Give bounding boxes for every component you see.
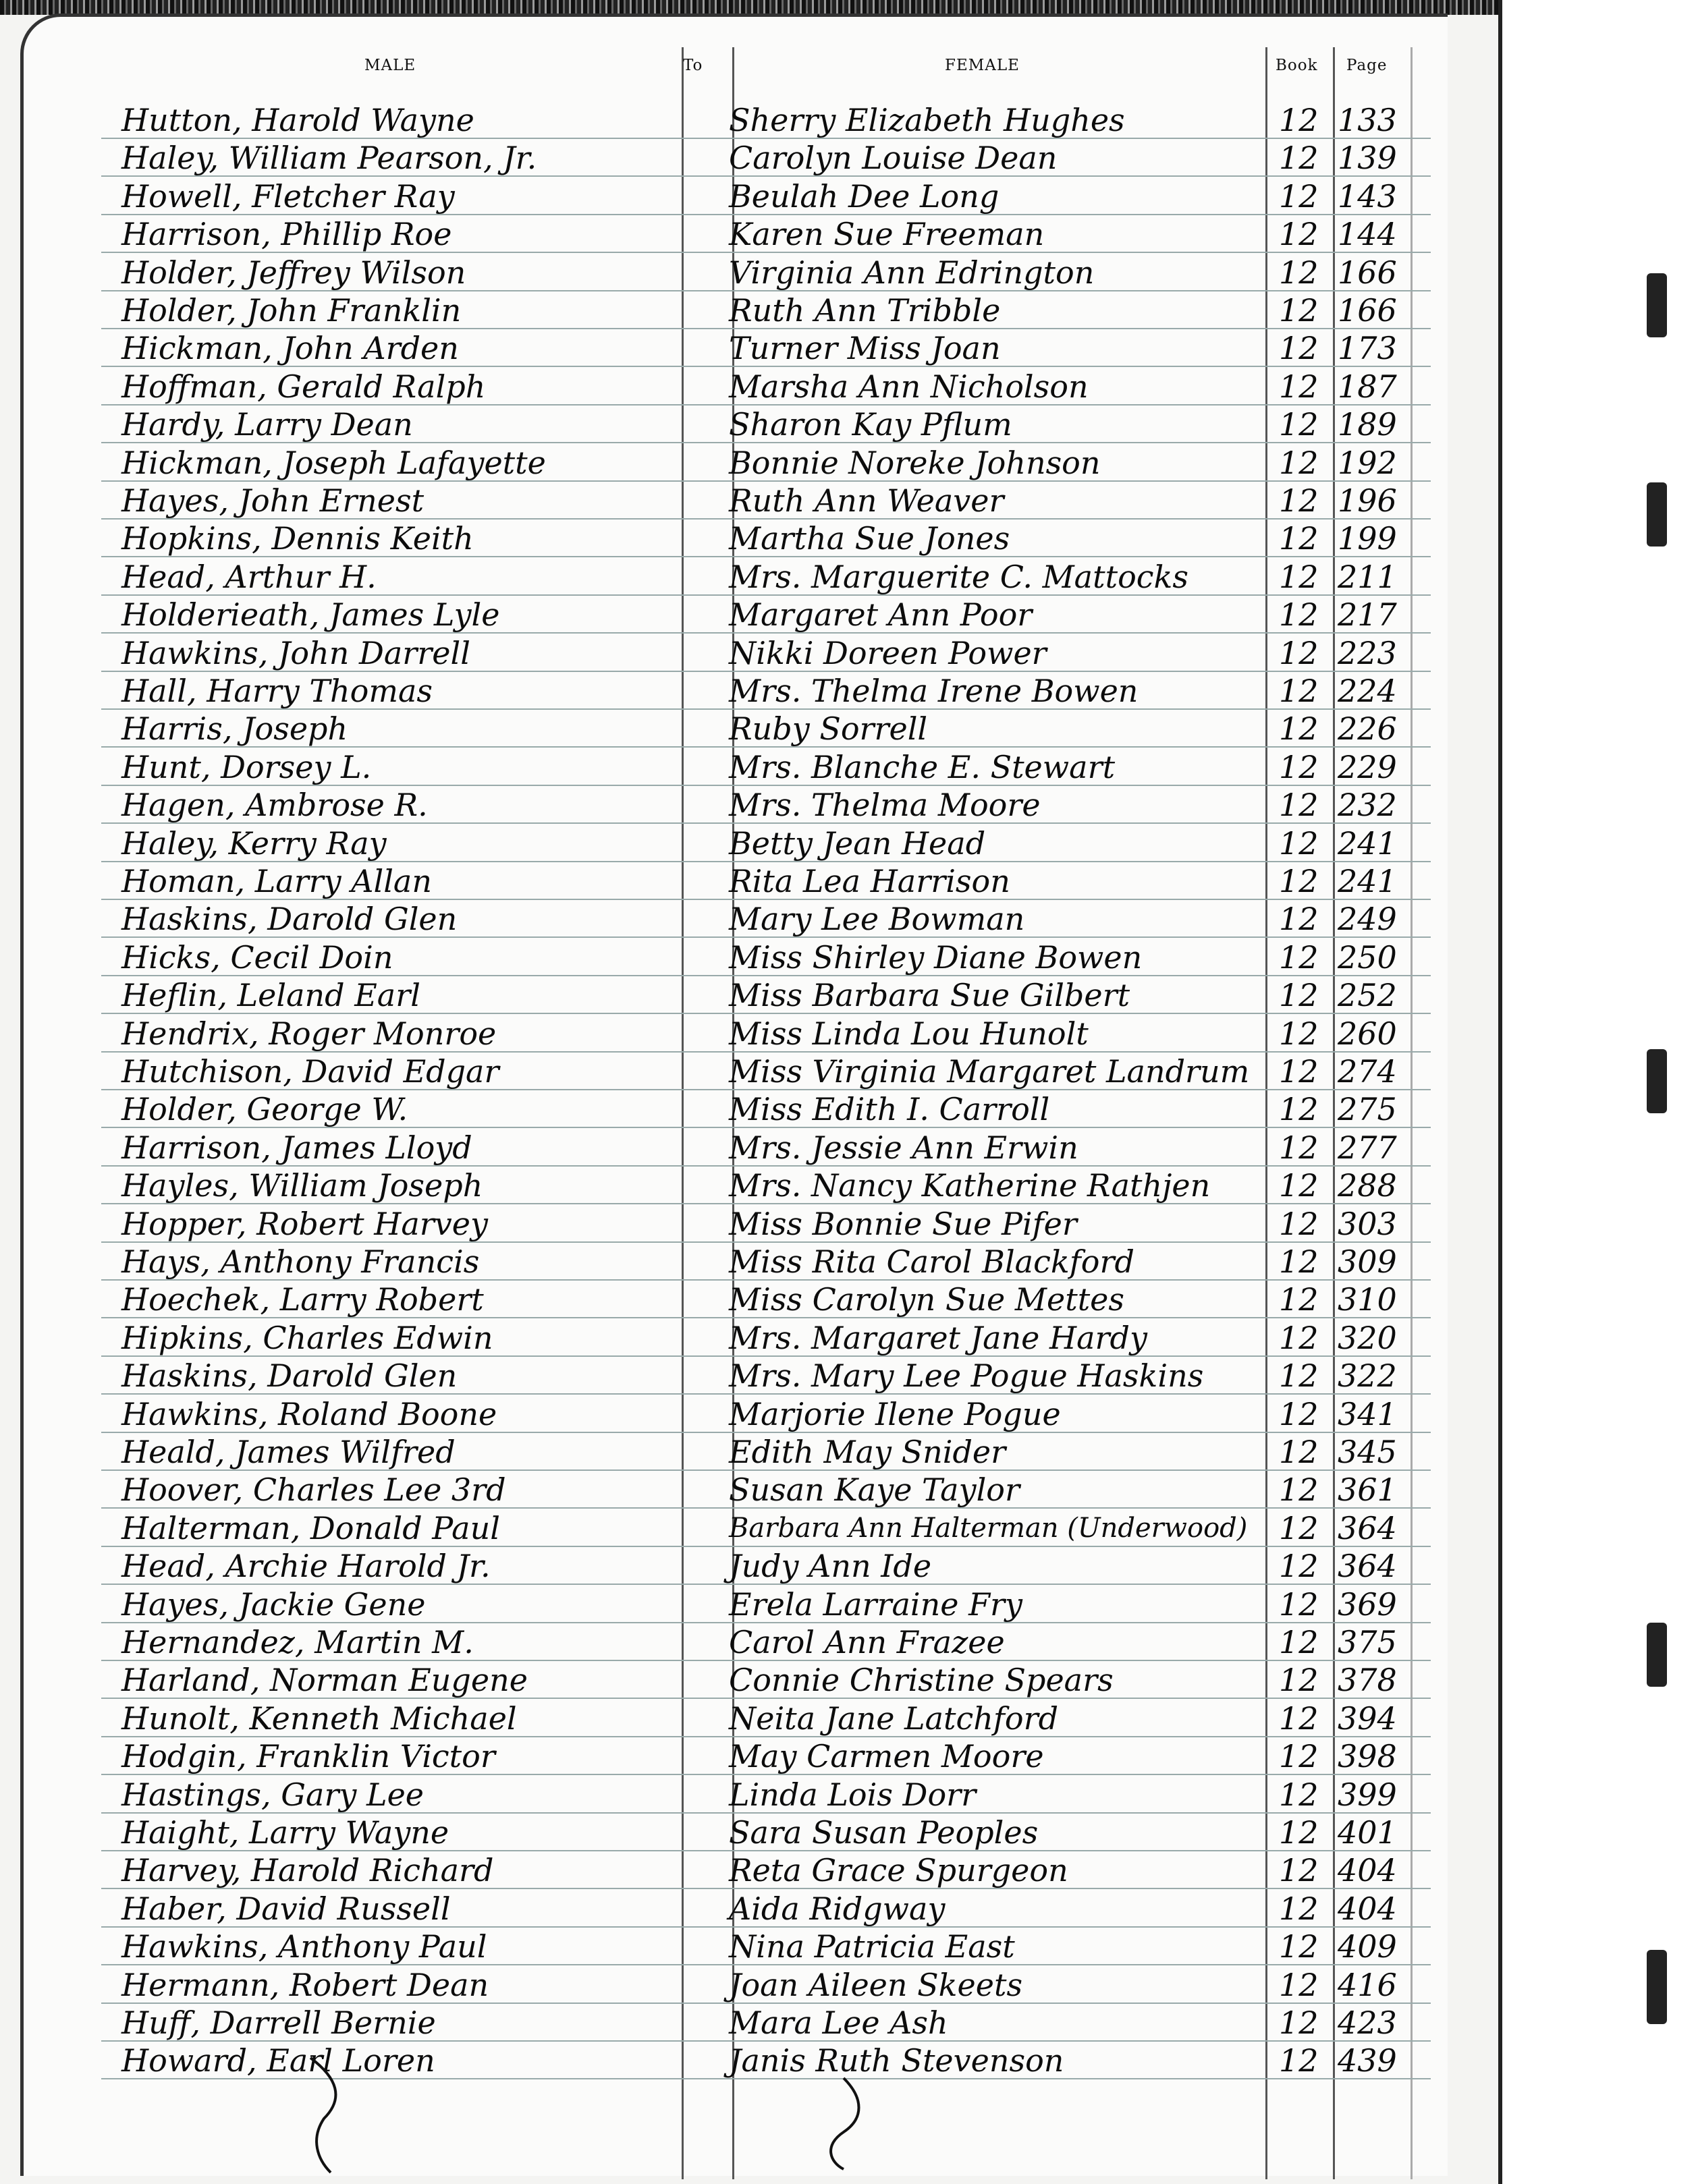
ditto-mark xyxy=(310,2058,335,2173)
book-number: 12 xyxy=(1279,102,1319,138)
female-name: Miss Edith I. Carroll xyxy=(729,1091,1050,1128)
book-number: 12 xyxy=(1279,1472,1319,1509)
male-name: Hunolt, Kenneth Michael xyxy=(121,1700,517,1737)
female-name: Marsha Ann Nicholson xyxy=(729,368,1089,405)
book-number: 12 xyxy=(1279,2005,1319,2041)
male-name: Harris, Joseph xyxy=(121,710,348,748)
page-number: 439 xyxy=(1338,2042,1397,2079)
book-number: 12 xyxy=(1279,977,1319,1014)
female-name: Turner Miss Joan xyxy=(729,330,1001,367)
page-number: 241 xyxy=(1338,863,1397,899)
book-number: 12 xyxy=(1279,1928,1319,1965)
male-name: Harland, Norman Eugene xyxy=(121,1662,528,1699)
binder-hole-mark xyxy=(1647,1049,1667,1113)
book-number: 12 xyxy=(1279,368,1319,405)
book-number: 12 xyxy=(1279,444,1319,481)
page-number: 199 xyxy=(1338,520,1397,557)
page-number: 274 xyxy=(1338,1053,1397,1090)
female-name: Ruth Ann Weaver xyxy=(729,482,1004,519)
page-number: 226 xyxy=(1338,710,1397,748)
binder-hole-mark xyxy=(1647,1623,1667,1687)
page-number: 211 xyxy=(1338,558,1397,595)
male-name: Haskins, Darold Glen xyxy=(121,901,458,938)
female-name: Miss Shirley Diane Bowen xyxy=(729,939,1143,976)
page-number: 322 xyxy=(1338,1357,1397,1395)
female-name: Reta Grace Spurgeon xyxy=(729,1852,1068,1889)
female-name: Mrs. Mary Lee Pogue Haskins xyxy=(729,1357,1204,1395)
ditto-mark xyxy=(831,2078,858,2169)
book-number: 12 xyxy=(1279,1890,1319,1927)
male-name: Head, Arthur H. xyxy=(121,558,377,595)
male-name: Holder, George W. xyxy=(121,1091,408,1128)
page-column-header: Page xyxy=(1346,57,1388,74)
page-number: 361 xyxy=(1338,1472,1397,1509)
female-name: Linda Lois Dorr xyxy=(729,1776,977,1813)
page-number: 187 xyxy=(1338,368,1397,405)
book-number: 12 xyxy=(1279,1738,1319,1775)
female-name: Miss Barbara Sue Gilbert xyxy=(729,977,1130,1014)
female-name: Sherry Elizabeth Hughes xyxy=(729,102,1125,138)
book-number: 12 xyxy=(1279,1395,1319,1432)
male-name: Holder, Jeffrey Wilson xyxy=(121,254,466,291)
male-name: Howard, Earl Loren xyxy=(121,2042,435,2079)
page-number: 364 xyxy=(1338,1548,1397,1585)
female-name: Margaret Ann Poor xyxy=(729,596,1033,634)
book-number: 12 xyxy=(1279,1129,1319,1166)
book-number: 12 xyxy=(1279,748,1319,785)
page-number: 399 xyxy=(1338,1776,1397,1813)
male-name: Hermann, Robert Dean xyxy=(121,1966,489,2003)
female-name: Beulah Dee Long xyxy=(729,177,999,215)
page-number: 173 xyxy=(1338,330,1397,367)
book-number: 12 xyxy=(1279,1700,1319,1737)
male-name: Halterman, Donald Paul xyxy=(121,1509,500,1546)
male-name: Hayles, William Joseph xyxy=(121,1167,483,1204)
male-name: Heald, James Wilfred xyxy=(121,1434,456,1470)
book-number: 12 xyxy=(1279,216,1319,253)
male-name: Hall, Harry Thomas xyxy=(121,673,433,709)
female-name: Erela Larraine Fry xyxy=(729,1586,1023,1623)
book-number: 12 xyxy=(1279,1586,1319,1623)
binder-hole-mark xyxy=(1647,273,1667,337)
page-number: 250 xyxy=(1338,939,1397,976)
book-number: 12 xyxy=(1279,1624,1319,1660)
female-name: May Carmen Moore xyxy=(729,1738,1044,1775)
book-number: 12 xyxy=(1279,1167,1319,1204)
page-number: 275 xyxy=(1338,1091,1397,1128)
page-number: 364 xyxy=(1338,1509,1397,1546)
male-name: Hopper, Robert Harvey xyxy=(121,1205,488,1242)
male-name: Homan, Larry Allan xyxy=(121,863,432,899)
male-name: Harrison, James Lloyd xyxy=(121,1129,472,1166)
female-name: Nikki Doreen Power xyxy=(729,634,1047,671)
male-name: Harrison, Phillip Roe xyxy=(121,216,452,253)
page-number: 260 xyxy=(1338,1015,1397,1052)
page-number: 241 xyxy=(1338,824,1397,862)
book-number: 12 xyxy=(1279,1662,1319,1699)
book-number: 12 xyxy=(1279,1015,1319,1052)
book-number: 12 xyxy=(1279,1966,1319,2003)
female-name: Mrs. Marguerite C. Mattocks xyxy=(729,558,1189,595)
page-number: 416 xyxy=(1338,1966,1397,2003)
male-name: Hunt, Dorsey L. xyxy=(121,748,372,785)
male-name: Hagen, Ambrose R. xyxy=(121,787,428,824)
book-number: 12 xyxy=(1279,1205,1319,1242)
male-name: Haight, Larry Wayne xyxy=(121,1814,449,1851)
page-number: 345 xyxy=(1338,1434,1397,1470)
book-column-header: Book xyxy=(1276,57,1318,74)
female-name: Carolyn Louise Dean xyxy=(729,140,1058,177)
female-name: Betty Jean Head xyxy=(729,824,986,862)
page-number: 394 xyxy=(1338,1700,1397,1737)
book-number: 12 xyxy=(1279,406,1319,443)
female-column-header: FEMALE xyxy=(945,57,1020,74)
female-name: Miss Virginia Margaret Landrum xyxy=(729,1053,1250,1090)
book-number: 12 xyxy=(1279,520,1319,557)
page-number: 404 xyxy=(1338,1852,1397,1889)
female-name: Judy Ann Ide xyxy=(729,1548,932,1585)
male-name: Hendrix, Roger Monroe xyxy=(121,1015,497,1052)
female-name: Marjorie Ilene Pogue xyxy=(729,1395,1061,1432)
male-name: Hawkins, John Darrell xyxy=(121,634,470,671)
book-number: 12 xyxy=(1279,596,1319,634)
book-number: 12 xyxy=(1279,482,1319,519)
page-number: 320 xyxy=(1338,1319,1397,1356)
book-number: 12 xyxy=(1279,330,1319,367)
book-number: 12 xyxy=(1279,1281,1319,1318)
page-number: 249 xyxy=(1338,901,1397,938)
female-name: Miss Carolyn Sue Mettes xyxy=(729,1281,1125,1318)
female-name: Joan Aileen Skeets xyxy=(729,1966,1023,2003)
male-name: Hickman, Joseph Lafayette xyxy=(121,444,546,481)
female-name: Carol Ann Frazee xyxy=(729,1624,1005,1660)
female-name: Mrs. Jessie Ann Erwin xyxy=(729,1129,1078,1166)
book-number: 12 xyxy=(1279,1776,1319,1813)
page-number: 166 xyxy=(1338,292,1397,329)
male-name: Holderieath, James Lyle xyxy=(121,596,500,634)
page-number: 189 xyxy=(1338,406,1397,443)
book-number: 12 xyxy=(1279,1852,1319,1889)
female-name: Karen Sue Freeman xyxy=(729,216,1045,253)
book-number: 12 xyxy=(1279,710,1319,748)
page-number: 277 xyxy=(1338,1129,1397,1166)
female-name: Barbara Ann Halterman (Underwood) xyxy=(729,1512,1248,1544)
book-number: 12 xyxy=(1279,939,1319,976)
male-name: Haber, David Russell xyxy=(121,1890,451,1927)
page-number: 166 xyxy=(1338,254,1397,291)
book-number: 12 xyxy=(1279,1243,1319,1280)
page-number: 409 xyxy=(1338,1928,1397,1965)
male-name: Hipkins, Charles Edwin xyxy=(121,1319,493,1356)
female-name: Mrs. Blanche E. Stewart xyxy=(729,748,1116,785)
female-name: Bonnie Noreke Johnson xyxy=(729,444,1101,481)
male-name: Hutchison, David Edgar xyxy=(121,1053,499,1090)
book-number: 12 xyxy=(1279,634,1319,671)
page-number: 224 xyxy=(1338,673,1397,709)
female-name: Susan Kaye Taylor xyxy=(729,1472,1020,1509)
male-name: Hickman, John Arden xyxy=(121,330,459,367)
page-number: 401 xyxy=(1338,1814,1397,1851)
male-name: Haley, William Pearson, Jr. xyxy=(121,140,537,177)
male-name: Hicks, Cecil Doin xyxy=(121,939,393,976)
male-name: Hays, Anthony Francis xyxy=(121,1243,480,1280)
male-name: Haley, Kerry Ray xyxy=(121,824,387,862)
male-name: Hoechek, Larry Robert xyxy=(121,1281,484,1318)
book-number: 12 xyxy=(1279,1357,1319,1395)
female-name: Ruby Sorrell xyxy=(729,710,928,748)
page-number: 192 xyxy=(1338,444,1397,481)
book-number: 12 xyxy=(1279,863,1319,899)
page-number: 252 xyxy=(1338,977,1397,1014)
book-number: 12 xyxy=(1279,292,1319,329)
page-number: 310 xyxy=(1338,1281,1397,1318)
book-number: 12 xyxy=(1279,673,1319,709)
male-name: Hayes, John Ernest xyxy=(121,482,424,519)
male-name: Hutton, Harold Wayne xyxy=(121,102,474,138)
page-number: 288 xyxy=(1338,1167,1397,1204)
page-number: 196 xyxy=(1338,482,1397,519)
page-number: 229 xyxy=(1338,748,1397,785)
female-name: Ruth Ann Tribble xyxy=(729,292,1001,329)
female-name: Miss Rita Carol Blackford xyxy=(729,1243,1134,1280)
book-number: 12 xyxy=(1279,1814,1319,1851)
page-number: 139 xyxy=(1338,140,1397,177)
page-number: 309 xyxy=(1338,1243,1397,1280)
book-number: 12 xyxy=(1279,140,1319,177)
male-name: Hastings, Gary Lee xyxy=(121,1776,424,1813)
book-number: 12 xyxy=(1279,2042,1319,2079)
page-number: 143 xyxy=(1338,177,1397,215)
male-name: Hawkins, Roland Boone xyxy=(121,1395,497,1432)
male-name: Head, Archie Harold Jr. xyxy=(121,1548,491,1585)
page-number: 398 xyxy=(1338,1738,1397,1775)
female-name: Mrs. Margaret Jane Hardy xyxy=(729,1319,1147,1356)
page-number: 223 xyxy=(1338,634,1397,671)
female-name: Miss Bonnie Sue Pifer xyxy=(729,1205,1077,1242)
female-name: Miss Linda Lou Hunolt xyxy=(729,1015,1089,1052)
book-number: 12 xyxy=(1279,1509,1319,1546)
female-name: Nina Patricia East xyxy=(729,1928,1015,1965)
page-number: 144 xyxy=(1338,216,1397,253)
binder-hole-mark xyxy=(1647,1950,1667,2024)
book-number: 12 xyxy=(1279,558,1319,595)
page-number: 303 xyxy=(1338,1205,1397,1242)
male-name: Hayes, Jackie Gene xyxy=(121,1586,426,1623)
male-name: Hoffman, Gerald Ralph xyxy=(121,368,486,405)
page-number: 133 xyxy=(1338,102,1397,138)
page-number: 423 xyxy=(1338,2005,1397,2041)
scan-edge-noise xyxy=(0,0,1498,15)
male-name: Huff, Darrell Bernie xyxy=(121,2005,436,2041)
female-name: Virginia Ann Edrington xyxy=(729,254,1095,291)
male-column-header: MALE xyxy=(364,57,416,74)
male-name: Hawkins, Anthony Paul xyxy=(121,1928,487,1965)
book-number: 12 xyxy=(1279,254,1319,291)
book-number: 12 xyxy=(1279,1434,1319,1470)
book-number: 12 xyxy=(1279,1548,1319,1585)
book-number: 12 xyxy=(1279,824,1319,862)
female-name: Rita Lea Harrison xyxy=(729,863,1010,899)
page-number: 341 xyxy=(1338,1395,1397,1432)
female-name: Neita Jane Latchford xyxy=(729,1700,1059,1737)
page-number: 375 xyxy=(1338,1624,1397,1660)
female-name: Mara Lee Ash xyxy=(729,2005,948,2041)
page-number: 232 xyxy=(1338,787,1397,824)
female-name: Edith May Snider xyxy=(729,1434,1006,1470)
female-name: Mrs. Nancy Katherine Rathjen xyxy=(729,1167,1211,1204)
ditto-marks xyxy=(283,2051,891,2179)
male-name: Harvey, Harold Richard xyxy=(121,1852,494,1889)
book-number: 12 xyxy=(1279,1053,1319,1090)
male-name: Howell, Fletcher Ray xyxy=(121,177,455,215)
book-number: 12 xyxy=(1279,1319,1319,1356)
female-name: Janis Ruth Stevenson xyxy=(729,2042,1064,2079)
male-name: Heflin, Leland Earl xyxy=(121,977,420,1014)
female-name: Martha Sue Jones xyxy=(729,520,1010,557)
female-name: Aida Ridgway xyxy=(729,1890,946,1927)
female-name: Mrs. Thelma Irene Bowen xyxy=(729,673,1139,709)
male-name: Hernandez, Martin M. xyxy=(121,1624,474,1660)
page-number: 404 xyxy=(1338,1890,1397,1927)
page-number: 378 xyxy=(1338,1662,1397,1699)
male-name: Hodgin, Franklin Victor xyxy=(121,1738,495,1775)
male-name: Haskins, Darold Glen xyxy=(121,1357,458,1395)
male-name: Holder, John Franklin xyxy=(121,292,462,329)
female-name: Connie Christine Spears xyxy=(729,1662,1114,1699)
male-name: Hardy, Larry Dean xyxy=(121,406,413,443)
female-name: Sara Susan Peoples xyxy=(729,1814,1039,1851)
male-name: Hopkins, Dennis Keith xyxy=(121,520,474,557)
male-name: Hoover, Charles Lee 3rd xyxy=(121,1472,506,1509)
page-number: 217 xyxy=(1338,596,1397,634)
book-number: 12 xyxy=(1279,177,1319,215)
book-number: 12 xyxy=(1279,901,1319,938)
female-name: Mrs. Thelma Moore xyxy=(729,787,1041,824)
book-number: 12 xyxy=(1279,1091,1319,1128)
binder-hole-mark xyxy=(1647,482,1667,547)
page-number: 369 xyxy=(1338,1586,1397,1623)
female-name: Mary Lee Bowman xyxy=(729,901,1025,938)
female-name: Sharon Kay Pflum xyxy=(729,406,1012,443)
book-number: 12 xyxy=(1279,787,1319,824)
to-column-header: To xyxy=(683,57,703,74)
